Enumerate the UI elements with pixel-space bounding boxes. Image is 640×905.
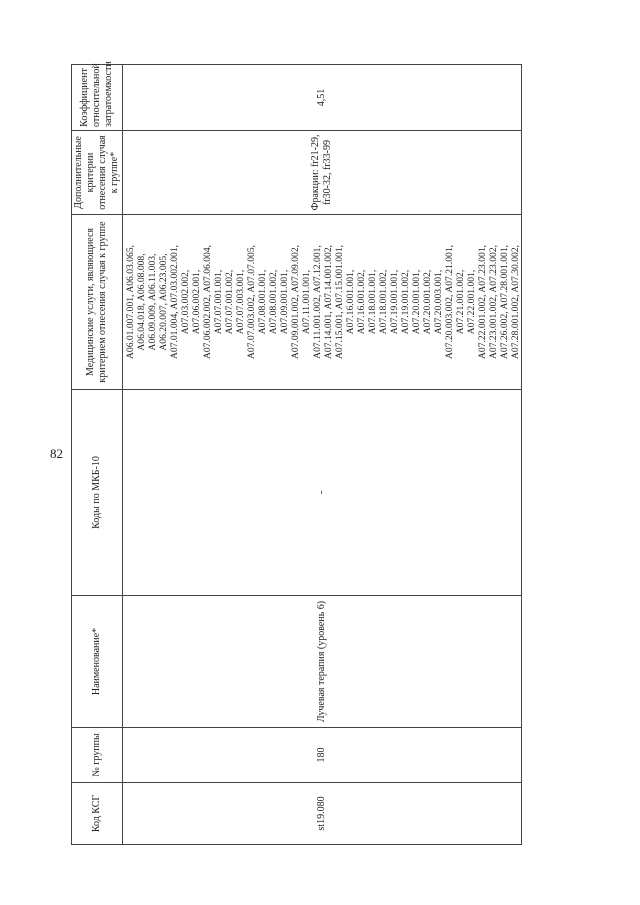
service-code-line: A07.22.001.001,	[466, 269, 477, 335]
cell-code-ksg: st19.080	[123, 783, 522, 845]
service-code-line: A07.16.001.002,	[356, 269, 367, 335]
service-code-line: A07.08.001.002,	[268, 269, 279, 335]
service-code-line: A07.19.001.002,	[400, 269, 411, 335]
header-mkb-codes: Коды по МКБ-10	[72, 390, 123, 596]
service-code-line: A07.07.001.001,	[213, 269, 224, 335]
service-code-line: A07.14.001, A07.14.001.002,	[323, 244, 334, 360]
cell-extra-criteria: Фракции: fr21-29, fr30-32, fr33-99	[123, 131, 522, 215]
service-code-line: A07.08.001.001,	[257, 269, 268, 335]
service-code-line: A07.07.003.002, A07.07.005,	[246, 244, 257, 360]
service-code-line: A07.15.001, A07.15.001.001,	[334, 244, 345, 360]
service-code-line: A07.18.001.002,	[378, 269, 389, 335]
service-code-line: A07.07.001.002,	[224, 269, 235, 335]
service-code-line: A07.03.002.002,	[180, 269, 191, 335]
service-code-line: A06.20.007, A06.23.005,	[158, 253, 169, 351]
service-code-line: A07.01.004, A07.03.002.001,	[169, 244, 180, 360]
service-code-line: A07.09.001.002, A07.09.002,	[290, 244, 301, 360]
service-code-line: A07.26.002, A07.28.001.001,	[499, 244, 510, 360]
service-code-line: A06.04.018, A06.08.008,	[136, 253, 147, 351]
cell-services	[123, 215, 522, 390]
service-code-line: A07.18.001.001,	[367, 269, 378, 335]
service-code-line: A07.06.002.001,	[191, 269, 202, 335]
service-code-line: A07.23.001.002, A07.23.002,	[488, 244, 499, 360]
header-code-ksg: Код КСГ	[72, 783, 123, 845]
header-group-no: № группы	[72, 728, 123, 783]
service-code-line: A07.20.003.001,	[433, 269, 444, 335]
service-code-line: A06.09.009, A06.11.003,	[147, 253, 158, 351]
service-code-line: A07.11.001.001,	[301, 269, 312, 335]
service-code-line: A07.21.001.002,	[455, 269, 466, 335]
service-code-line: A07.06.002.002, A07.06.004,	[202, 244, 213, 360]
rotated-table-container	[71, 61, 521, 845]
service-code-line: A07.22.001.002, A07.23.001,	[477, 244, 488, 360]
service-code-line: A07.28.001.002, A07.30.002,	[510, 244, 521, 360]
service-code-line: A07.20.003.002, A07.21.001,	[444, 244, 455, 360]
service-code-line: A07.19.001.001,	[389, 269, 400, 335]
header-coefficient: Коэффициент относительной затратоемкости	[72, 65, 123, 131]
service-code-line: A07.11.001.002, A07.12.001,	[312, 245, 323, 359]
cell-name: Лучевая терапия (уровень 6)	[123, 596, 522, 728]
ksg-table	[71, 61, 522, 845]
header-services: Медицинские услуги, являющиеся критерием отнесения случая к группе	[72, 215, 123, 390]
table-row	[123, 65, 522, 845]
service-code-line: A07.07.003.001,	[235, 269, 246, 335]
page-number: 82	[50, 446, 63, 461]
service-code-line: A06.01.007.001, A06.03.065,	[125, 244, 136, 360]
cell-group-no: 180	[123, 728, 522, 783]
service-code-line: A07.20.001.001,	[411, 269, 422, 335]
service-code-line: A07.09.001.001,	[279, 269, 290, 335]
header-name: Наименование*	[72, 596, 123, 728]
header-extra-criteria: Дополнительные критерии отнесения случая к группе*	[72, 131, 123, 215]
cell-coefficient: 4,51	[123, 65, 522, 131]
table-header-row	[72, 65, 123, 845]
service-code-line: A07.20.001.002,	[422, 269, 433, 335]
service-code-line: A07.16.001.001,	[345, 269, 356, 335]
cell-mkb-codes: -	[123, 390, 522, 596]
